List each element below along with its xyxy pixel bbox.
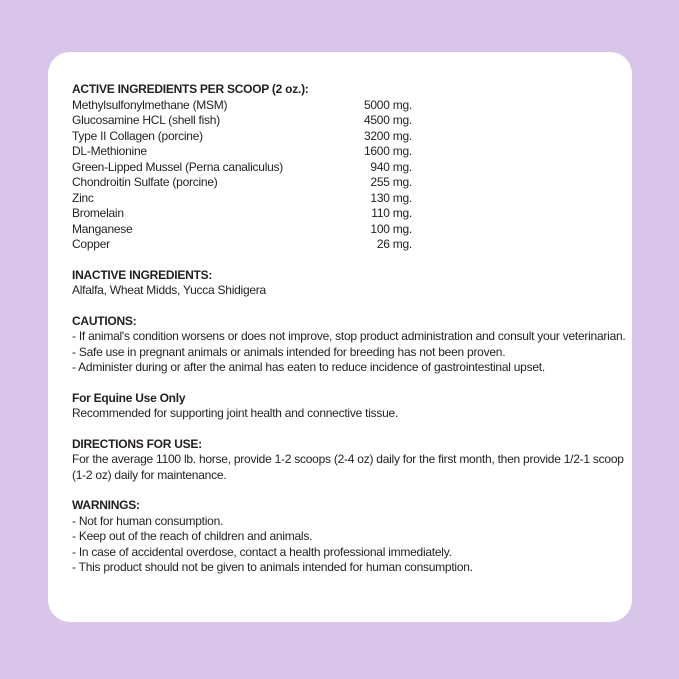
ingredient-row [72, 98, 412, 114]
directions-section [72, 437, 632, 484]
directions-title: DIRECTIONS FOR USE: [72, 436, 202, 451]
ingredient-amount: 4500 mg. [363, 113, 412, 127]
ingredient-row [72, 206, 412, 222]
ingredient-amount: 940 mg. [370, 159, 412, 174]
ingredient-row [72, 129, 412, 145]
bullet-line: - This product should not be given to animals intended for human consumption. [72, 560, 473, 574]
ingredients-list [72, 98, 412, 253]
ingredient-name: Methylsulfonylmethane (MSM) [72, 97, 228, 112]
warnings-list [72, 514, 632, 576]
ingredient-amount: 130 mg. [370, 190, 412, 205]
bullet-line: - If animal's condition worsens or does not improve, stop product administration and consult your veterinarian. [72, 329, 626, 343]
active-ingredients-section [72, 82, 632, 253]
bullet-line: - Keep out of the reach of children and animals. [72, 529, 313, 543]
inactive-ingredients-title: INACTIVE INGREDIENTS: [72, 267, 213, 282]
ingredient-amount: 26 mg. [376, 237, 412, 251]
active-ingredients-title: ACTIVE INGREDIENTS PER SCOOP (2 oz.): [72, 82, 309, 96]
inactive-ingredients-text: Alfalfa, Wheat Midds, Yucca Shidigera [72, 283, 266, 297]
ingredient-amount: 3200 mg. [363, 128, 412, 143]
ingredient-name: Chondroitin Sulfate (porcine) [72, 175, 218, 189]
bullet-line: - In case of accidental overdose, contact a health professional immediately. [72, 544, 452, 559]
ingredient-row [72, 160, 412, 176]
cautions-section [72, 314, 632, 376]
ingredient-name: Copper [72, 237, 110, 251]
ingredient-row [72, 144, 412, 160]
ingredient-amount: 100 mg. [370, 221, 412, 236]
cautions-title: CAUTIONS: [72, 313, 137, 328]
ingredient-name: Green-Lipped Mussel (Perna canaliculus) [72, 159, 284, 174]
label-content [72, 82, 632, 576]
ingredient-name: Zinc [72, 190, 94, 205]
ingredient-row [72, 113, 412, 129]
cautions-list [72, 329, 632, 376]
ingredient-amount: 1600 mg. [363, 144, 412, 158]
equine-use-text: Recommended for supporting joint health and connective tissue. [72, 406, 399, 420]
ingredient-amount: 255 mg. [370, 175, 412, 189]
ingredient-name: Bromelain [72, 206, 124, 220]
supplement-label-card [48, 52, 632, 622]
directions-text: For the average 1100 lb. horse, provide 1-2 scoops (2-4 oz) daily for the first month, then provide 1/2-1 scoop (1-2 oz) daily for maintenance. [72, 452, 624, 482]
ingredient-amount: 110 mg. [371, 206, 412, 220]
equine-use-title: For Equine Use Only [72, 390, 186, 405]
bullet-line: - Not for human consumption. [72, 513, 224, 528]
ingredient-name: DL-Methionine [72, 144, 147, 158]
ingredient-name: Type II Collagen (porcine) [72, 128, 203, 143]
ingredient-row [72, 222, 412, 238]
bullet-line: - Administer during or after the animal has eaten to reduce incidence of gastrointestinal upset. [72, 360, 545, 374]
ingredient-row [72, 237, 412, 253]
ingredient-row [72, 175, 412, 191]
warnings-title: WARNINGS: [72, 498, 140, 512]
inactive-ingredients-section [72, 268, 632, 299]
ingredient-name: Glucosamine HCL (shell fish) [72, 113, 220, 127]
ingredient-row [72, 191, 412, 207]
ingredient-name: Manganese [72, 221, 133, 236]
equine-use-section [72, 391, 632, 422]
ingredient-amount: 5000 mg. [363, 97, 412, 112]
bullet-line: - Safe use in pregnant animals or animals intended for breeding has not been proven. [72, 344, 506, 359]
warnings-section [72, 498, 632, 576]
